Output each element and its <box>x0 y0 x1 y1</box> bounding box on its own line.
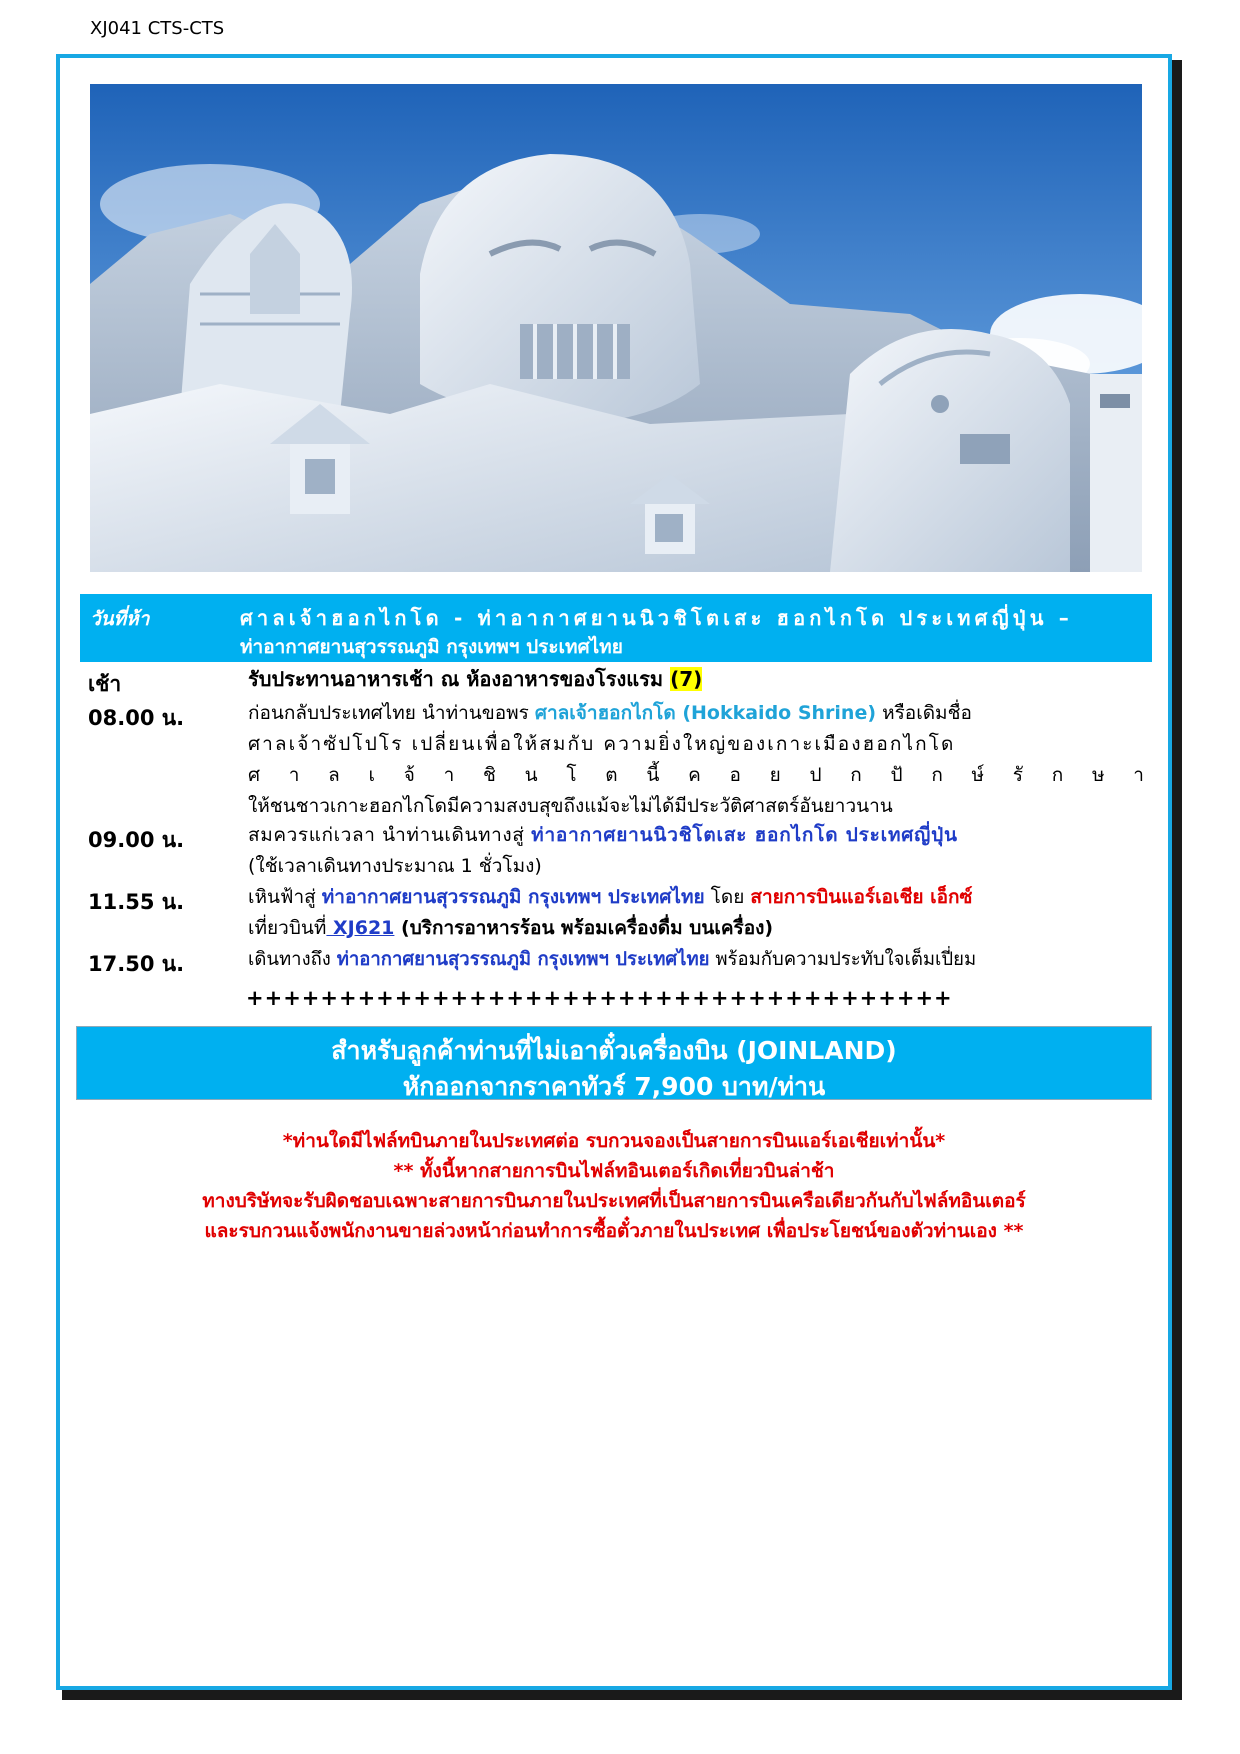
breakfast-text <box>248 664 1148 695</box>
snow-sculpture-photo <box>90 84 1142 572</box>
spread-char: ย <box>769 764 781 786</box>
suvarnabhumi-airport: ท่าอากาศยานสุวรรณภูมิ กรุงเทพฯ ประเทศไทย <box>321 886 705 908</box>
spread-char: รั <box>1012 764 1024 786</box>
schedule-row-1155 <box>88 882 1148 944</box>
desc-line <box>248 882 1148 913</box>
breakfast-description: รับประทานอาหารเช้า ณ ห้องอาหารของโรงแรม <box>248 667 664 691</box>
day-title-line1: ศาลเจ้าฮอกไกโด - ท่าอากาศยานนิวชิโตเสะ ฮอกไกโด ประเทศญี่ปุ่น – <box>240 606 1073 630</box>
schedule-row-0900 <box>88 820 1148 882</box>
desc-text: พร้อมกับความประทับใจเต็มเปี่ยม <box>709 949 977 970</box>
spread-char: นี้ <box>646 764 660 786</box>
desc-line: (ใช้เวลาเดินทางประมาณ 1 ชั่วโมง) <box>248 855 542 877</box>
schedule-row-1750 <box>88 944 1148 980</box>
time-label: 08.00 น. <box>88 706 185 730</box>
desc-line <box>248 698 1148 729</box>
spread-char: ล <box>328 764 340 786</box>
note-line: *ท่านใดมีไฟล์ทบินภายในประเทศต่อ รบกวนจองเป็นสายการบินแอร์เอเชียเท่านั้น* <box>282 1130 946 1152</box>
arrival-airport: ท่าอากาศยานสุวรรณภูมิ กรุงเทพฯ ประเทศไทย <box>336 949 710 970</box>
spread-char: า <box>1133 764 1144 786</box>
desc-line-spread <box>248 760 1144 791</box>
note-line: และรบกวนแจ้งพนักงานขายล่วงหน้าก่อนทำการซื้อตั๋วภายในประเทศ เพื่อประโยชน์ของตัวท่านเอง ** <box>204 1220 1024 1242</box>
time-label: 09.00 น. <box>88 828 185 852</box>
spread-char: จ้ <box>403 764 415 786</box>
spread-char: ต <box>605 764 618 786</box>
day-label: วันที่ห้า <box>90 608 150 630</box>
desc-text: เดินทางถึง <box>248 949 337 970</box>
page-frame <box>56 54 1172 1690</box>
spread-char: า <box>443 764 455 786</box>
airline-name: สายการบินแอร์เอเชีย เอ็กซ์ <box>750 886 973 908</box>
schedule-1750-text <box>248 944 1148 975</box>
new-chitose-airport: ท่าอากาศยานนิวชิโตเสะ ฮอกไกโด ประเทศญี่ปุ่น <box>531 824 958 846</box>
desc-text: เที่ยวบินที่ <box>248 917 327 939</box>
schedule-1155-text <box>248 882 1148 944</box>
section-separator: ++++++++++++++++++++++++++++++++++++++ <box>246 986 953 1010</box>
spread-char: ษ์ <box>971 764 985 786</box>
desc-text: สมควรแก่เวลา นำท่านเดินทางสู่ <box>248 824 532 846</box>
joinland-box <box>76 1026 1152 1100</box>
spread-char: ค <box>688 764 701 786</box>
desc-line: ศาลเจ้าซัปโปโร เปลี่ยนเพื่อให้สมกับ ความยิ่งใหญ่ของเกาะเมืองฮอกไกโด <box>248 733 956 755</box>
meal-service-text: (บริการอาหารร้อน พร้อมเครื่องดื่ม บนเครื่อง) <box>394 917 774 939</box>
meal-number-badge: (7) <box>670 667 703 691</box>
desc-line <box>248 913 1148 944</box>
spread-char: ษ <box>1091 764 1105 786</box>
hokkaido-shrine-name: ศาลเจ้าฮอกไกโด (Hokkaido Shrine) <box>534 702 877 724</box>
schedule-row-breakfast <box>88 664 1148 700</box>
desc-line <box>248 944 1148 975</box>
spread-char: ปั <box>890 764 903 786</box>
day-title-line2: ท่าอากาศยานสุวรรณภูมิ กรุงเทพฯ ประเทศไทย <box>240 636 623 658</box>
note-line: ** ทั้งนี้หากสายการบินไฟล์ทอินเตอร์เกิดเที่ยวบินล่าช้า <box>393 1160 835 1182</box>
desc-text: ก่อนกลับประเทศไทย นำท่านขอพร <box>248 702 535 724</box>
spread-char: ก <box>1051 764 1064 786</box>
schedule-0800-text <box>248 698 1148 822</box>
snow-sculpture-illustration <box>90 84 1142 572</box>
spread-char: ป <box>809 764 822 786</box>
time-label: เช้า <box>88 672 122 696</box>
joinland-discount: หักออกจากราคาทัวร์ 7,900 บาท/ท่าน <box>402 1072 826 1101</box>
desc-text: เหินฟ้าสู่ <box>248 886 322 908</box>
spread-char: ศ <box>248 764 261 786</box>
schedule-0900-text <box>248 820 1148 882</box>
flight-number-link[interactable]: XJ621 <box>326 917 395 939</box>
time-label: 11.55 น. <box>88 890 185 914</box>
day-five-header <box>80 594 1152 662</box>
document-code: XJ041 CTS-CTS <box>90 18 225 39</box>
desc-text: โดย <box>704 886 751 908</box>
time-label: 17.50 น. <box>88 952 185 976</box>
desc-line: ให้ชนชาวเกาะฮอกไกโดมีความสงบสุขถึงแม้จะไม่ได้มีประวัติศาสตร์อันยาวนาน <box>248 795 893 817</box>
spread-char: โ <box>566 764 577 786</box>
desc-line <box>248 820 1148 851</box>
joinland-title: สำหรับลูกค้าท่านที่ไม่เอาตั๋วเครื่องบิน (JOINLAND) <box>331 1036 897 1065</box>
desc-text: หรือเดิมชื่อ <box>876 702 972 724</box>
spread-char: อ <box>729 764 741 786</box>
spread-char: ก <box>850 764 862 786</box>
spread-char: า <box>288 764 300 786</box>
spread-char: ชิ <box>483 764 496 786</box>
spread-char: น <box>524 764 538 786</box>
note-line: ทางบริษัทจะรับผิดชอบเฉพาะสายการบินภายในประเทศที่เป็นสายการบินเครือเดียวกันกับไฟล์ทอินเตอร์ <box>202 1190 1026 1212</box>
spread-char: เ <box>368 764 376 786</box>
schedule-row-0800 <box>88 698 1148 822</box>
spread-char: ก <box>931 764 943 786</box>
domestic-flight-notes <box>60 1126 1168 1246</box>
